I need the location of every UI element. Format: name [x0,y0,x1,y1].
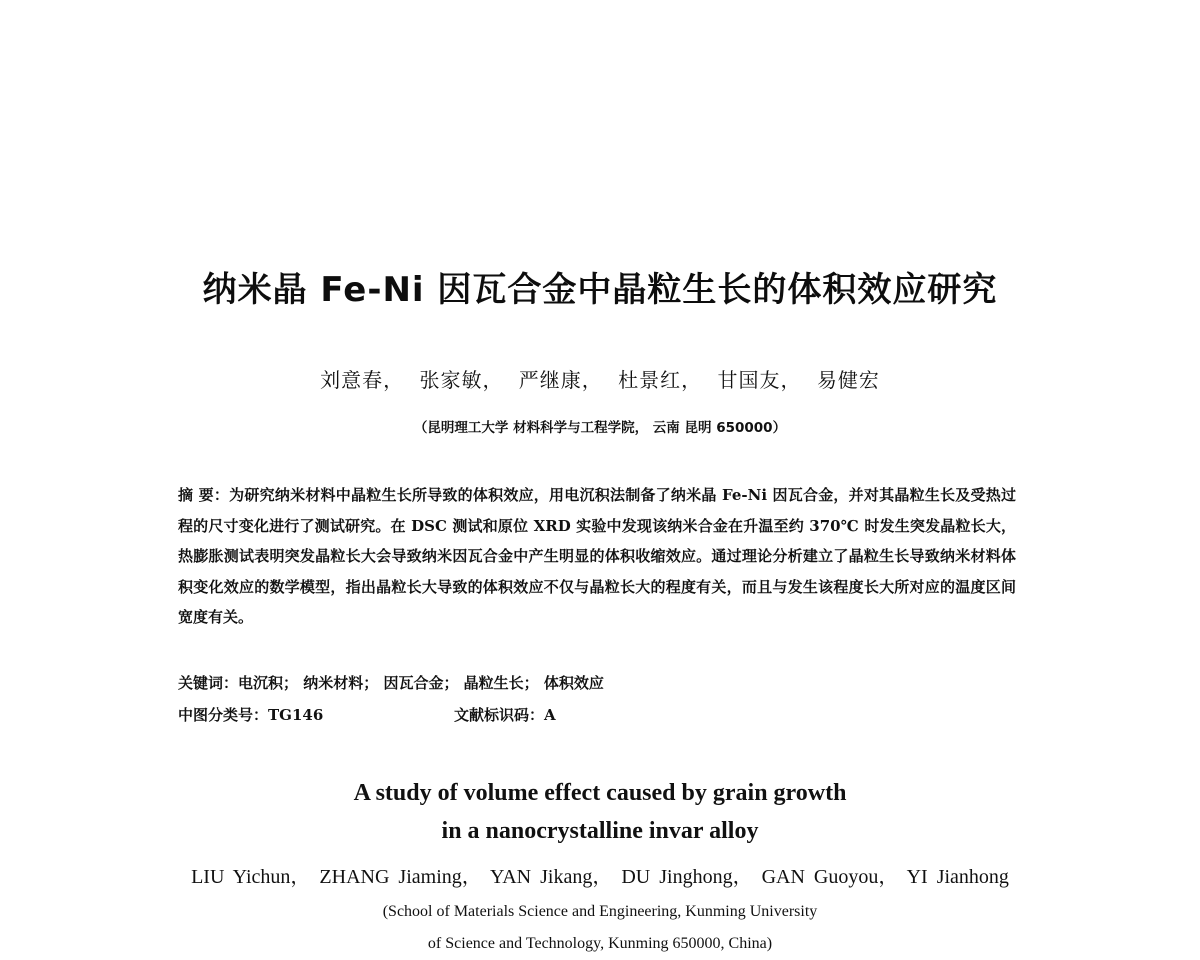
clc-label: 中图分类号： [178,706,269,724]
english-affiliation-line-1: (School of Materials Science and Engineering, Kunming University [382,903,818,920]
chinese-title: 纳米晶 Fe-Ni 因瓦合金中晶粒生长的体积效应研究 [202,270,998,310]
doc-code-label: 文献标识码： [454,706,545,724]
chinese-affiliation: （昆明理工大学 材料科学与工程学院， 云南 昆明 650000） [413,420,787,436]
english-title [0,774,1200,850]
doc-code-value: A [544,706,556,724]
english-authors: LIU Yichun， ZHANG Jiaming， YAN Jikang， DU Jinghong， GAN Guoyou， YI Jianhong [191,866,1009,888]
chinese-authors: 刘意春， 张家敏， 严继康， 杜景红， 甘国友， 易健宏 [320,368,880,392]
keywords-text: 电沉积； 纳米材料； 因瓦合金； 晶粒生长； 体积效应 [238,674,604,692]
english-title-line-1: A study of volume effect caused by grain growth [353,780,847,806]
abstract-label: 摘 要： [178,486,230,504]
classification-line [178,704,556,725]
clc-value: TG146 [268,706,324,724]
chinese-abstract [178,480,1016,633]
english-affiliation-line-2: of Science and Technology, Kunming 650000, China) [427,935,773,952]
english-title-line-2: in a nanocrystalline invar alloy [441,818,759,844]
english-affiliation [0,896,1200,960]
abstract-text: 为研究纳米材料中晶粒生长所导致的体积效应，用电沉积法制备了纳米晶 Fe-Ni 因瓦合金，并对其晶粒生长及受热过程的尺寸变化进行了测试研究。在 DSC 测试和原位 XRD 实验中发现该纳米合金在升温至约 370℃ 时发生突发晶粒长大，热膨胀测试表明突发晶粒长大会导致纳米因瓦合金中产生明显的体积收缩效应。通过理论分析建立了晶粒生长导致纳米材料体积变化效应的数学模型，指出晶粒长大导致的体积效应不仅与晶粒长大的程度有关，而且与发生该程度长大所对应的温度区间宽度有关。 [178,486,1016,626]
doc-code [454,704,556,725]
keywords-line [178,672,604,693]
keywords-label: 关键词： [178,674,239,692]
